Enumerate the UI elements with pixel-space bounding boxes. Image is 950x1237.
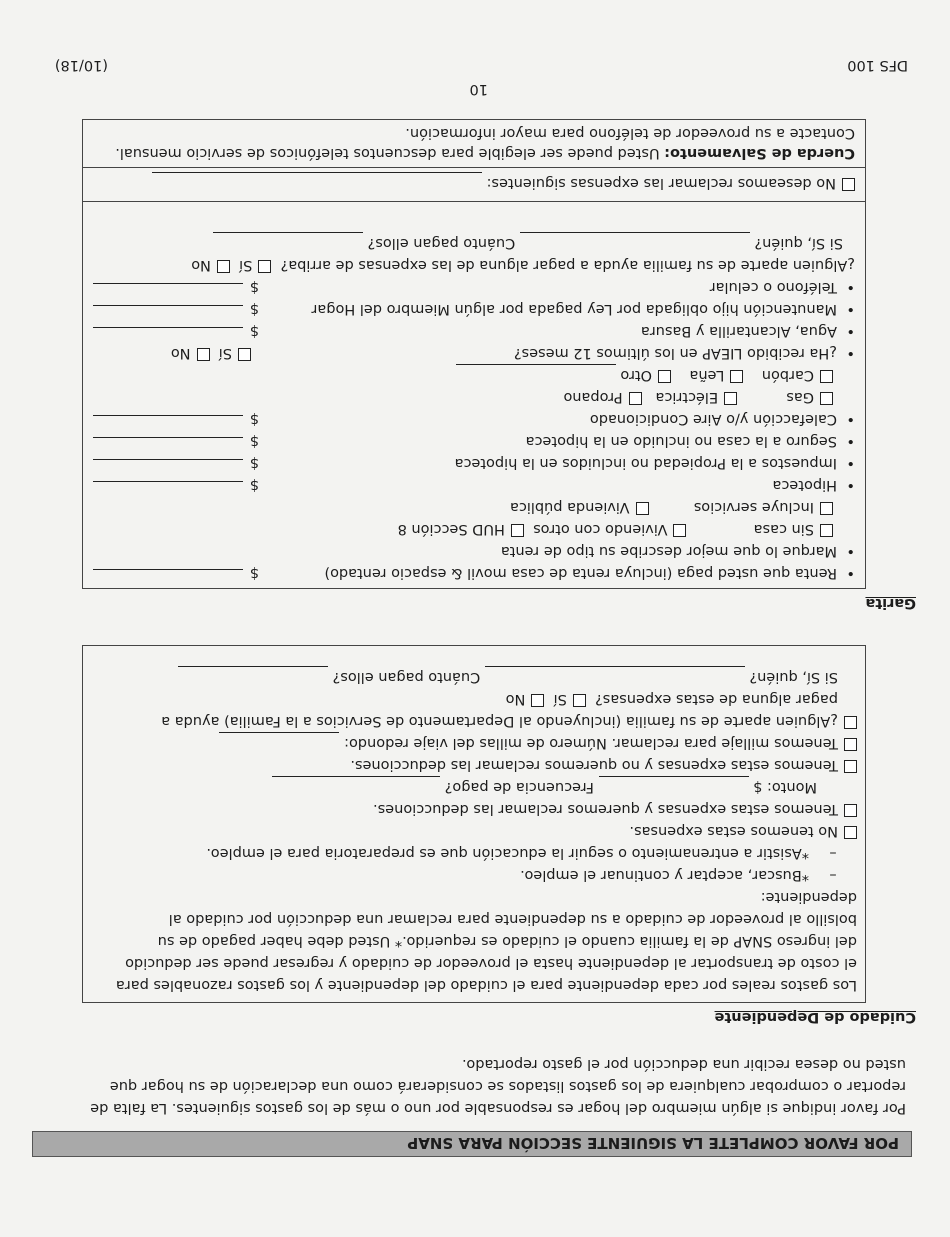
water-label: Agua, Alcantarilla y Basura (640, 323, 837, 339)
shelter-help-label: ¿Alguien aparte de su familia ayuda a pagar alguna de las expensas de arriba? (280, 257, 855, 273)
lifeline-contact: Contacte a su proveedor de teléfono para mayor información. (405, 125, 855, 141)
outside-help-no-checkbox[interactable] (531, 694, 544, 707)
heating-dollar: $ (249, 411, 259, 427)
water-field[interactable] (93, 327, 243, 342)
no-expenses-label: No tenemos estas expensas. (629, 823, 838, 839)
shelter-how-much-label: Cuánto pagan ellos? (367, 235, 516, 251)
other-fuel-field[interactable] (456, 364, 616, 379)
dependent-para-line: dependiente: (760, 889, 857, 905)
yes-label: Sí (553, 691, 567, 707)
who-field[interactable] (485, 666, 745, 681)
dependent-care-title: Cuidado de Dependiente (714, 1009, 916, 1025)
other-fuel-label: Otro (620, 367, 653, 383)
living-with-others-label: Viviendo con otros (533, 521, 668, 537)
no-expenses-checkbox[interactable] (844, 826, 857, 839)
page-number: 10 (469, 81, 488, 97)
mortgage-label: Hipoteca (772, 477, 837, 493)
frequency-field[interactable] (272, 776, 440, 791)
no-claim-shelter-checkbox[interactable] (842, 178, 855, 191)
electric-checkbox[interactable] (724, 392, 737, 405)
child-support-field[interactable] (93, 305, 243, 320)
gas-label: Gas (786, 389, 814, 405)
liheap-label: ¿Ha recibido LIEAP en los últimos 12 meses? (513, 345, 837, 361)
intro-line: Por favor indique si algún miembro del hogar es responsable por uno o más de los gastos siguientes. La falta de (90, 1100, 906, 1116)
liheap-no-checkbox[interactable] (197, 348, 210, 361)
phone-label: Teléfono o celular (709, 279, 837, 295)
liheap-yes-checkbox[interactable] (238, 348, 251, 361)
rent-type-label: Marque lo que mejor describe su tipo de renta (500, 543, 837, 559)
no-claim-shelter-field[interactable] (152, 172, 482, 187)
no-claim-shelter-label: No deseamos reclamar las expensas siguientes: (486, 175, 836, 191)
wood-checkbox[interactable] (730, 370, 743, 383)
homeless-checkbox[interactable] (820, 524, 833, 537)
snap-section-banner: POR FAVOR COMPLETE LA SIGUIENTE SECCIÓN PARA SNAP (32, 1131, 912, 1157)
child-support-label: Manutención hijo obligada por Ley pagada por algún Miembro del Hogar (311, 301, 837, 317)
public-housing-label: Vivienda pública (509, 499, 630, 515)
dependent-care-box: Los gastos reales por cada dependiente para el cuidado del dependiente y los gastos razonables para el costo de transportar al dependiente hasta el proveedor de cuidado y regresar puede ser deducido del ingreso SNAP de la familia cuando el cuidado es requerido.* Usted debe haber pagado de su bolsillo al proveedor de cuidado a su dependiente para reclamar una deducción por cuidado al dependiente: –*Buscar, aceptar y continuar el empleo. –*Asistir a entrenamiento o seguir la educación que es preparatoria para el empleo. No tenemos estas expensas. Tenemos estas expensas y queremos reclamar las deducciones. Monto: $ Frecuencia de pago? Tenemos estas expensas y no queremos reclamar las deducciones. Tenemos millaje para reclamar. Número de millas del viaje redondo: ¿Alguien aparte de su familia (incluyendo al Departamento de Servicios a la Familia) ayuda a pagar alguna de estas expensas? Sí No Si Sí, quién? Cuánto pagan ellos? (82, 645, 866, 1003)
includes-utilities-checkbox[interactable] (820, 502, 833, 515)
divider (83, 201, 865, 202)
outside-help-yes-checkbox[interactable] (573, 694, 586, 707)
coal-label: Carbón (761, 367, 814, 383)
no-label: No (505, 691, 526, 707)
insurance-label: Seguro a la casa no incluido en la hipoteca (525, 433, 837, 449)
gas-checkbox[interactable] (820, 392, 833, 405)
frequency-label: Frecuencia de pago? (444, 779, 594, 795)
property-tax-label: Impuestos a la Propiedad no incluidos en la hipoteca (454, 455, 837, 471)
amount-label: Monto: $ (753, 779, 817, 795)
mortgage-dollar: $ (249, 477, 259, 493)
heating-label: Calefacción y/o Aire Condicionado (589, 411, 837, 427)
how-much-label: Cuánto pagan ellos? (332, 669, 481, 685)
reason-job: *Buscar, aceptar y continuar el empleo. (520, 867, 809, 883)
mileage-checkbox[interactable] (844, 738, 857, 751)
phone-field[interactable] (93, 283, 243, 298)
rent-dollar: $ (249, 565, 259, 581)
shelter-who-label: Si Sí, quién? (754, 235, 843, 251)
wood-label: Leña (689, 367, 725, 383)
rent-field[interactable] (93, 569, 243, 584)
shelter-title: Garita (865, 595, 916, 611)
other-fuel-checkbox[interactable] (658, 370, 671, 383)
mortgage-field[interactable] (93, 481, 243, 496)
how-much-field[interactable] (178, 666, 328, 681)
lifeline-title: Cuerda de Salvamento: (664, 145, 855, 161)
shelter-box: •Renta que usted paga (incluya renta de casa movil & espacio rentado) $ •Marque lo que mejor describe su tipo de renta Sin casa Viviendo con otros HUD Sección 8 Incluye servicios Vivienda pública •Hipoteca $ •Impuestos a la Propiedad no incluidos en la hipoteca $ •Seguro a la casa no incluido en la hipoteca $ •Calefacción y/o Aire Condicionado $ Gas Eléctrica Propano Carbón Leña Otro •¿Ha recibido LIEAP en los últimos 12 meses? Sí No •Agua, Alcantarilla y Basura $ •Manutención hijo obligada por Ley pagada por algún Miembro del Hogar $ •Teléfono o celular $ ¿Alguien aparte de su familia ayuda a pagar alguna de las expensas de arriba? Sí No Si Sí, quién? Cuánto pagan ellos? No deseamos reclamar las expensas siguientes: Cuerda de Salvamento: Usted puede ser elegible para descuentos telefónicos de servicio mensual. Contacte a su proveedor de teléfono para mayor información. (82, 119, 866, 589)
yes-label: Sí (218, 345, 232, 361)
phone-dollar: $ (249, 279, 259, 295)
intro-line: reportar o comprobar cualquiera de los gastos listados se considerará como una declaración de su hogar que (109, 1078, 906, 1094)
public-housing-checkbox[interactable] (636, 502, 649, 515)
property-tax-dollar: $ (249, 455, 259, 471)
shelter-how-much-field[interactable] (213, 232, 363, 247)
outside-help-checkbox[interactable] (844, 716, 857, 729)
heating-field[interactable] (93, 415, 243, 430)
water-dollar: $ (249, 323, 259, 339)
hud-checkbox[interactable] (511, 524, 524, 537)
no-claim-label: Tenemos estas expensas y no queremos reclamar las deducciones. (350, 757, 838, 773)
reason-training: *Asistir a entrenamiento o seguir la educación que es preparatoria para el empleo. (206, 845, 809, 861)
child-support-dollar: $ (249, 301, 259, 317)
intro-paragraph (36, 1053, 906, 1119)
shelter-help-yes-checkbox[interactable] (258, 260, 271, 273)
who-label: Si Sí, quién? (749, 669, 838, 685)
no-label: No (191, 257, 211, 273)
living-with-others-checkbox[interactable] (673, 524, 686, 537)
dependent-para-line: del ingreso SNAP de la familia cuando el cuidado es requerido.* Usted debe haber pagado de su (157, 933, 857, 949)
amount-field[interactable] (599, 776, 749, 791)
rent-label: Renta que usted paga (incluya renta de casa movil & espacio rentado) (324, 565, 837, 581)
includes-utilities-label: Incluye servicios (693, 499, 814, 515)
dependent-para-line: bolsillo al proveedor de cuidado a su dependiente para reclamar una deducción por cuidado al (168, 911, 857, 927)
mileage-label: Tenemos millaje para reclamar. Número de millas del viaje redondo: (344, 735, 838, 751)
yes-label: Sí (239, 257, 253, 273)
homeless-label: Sin casa (753, 521, 814, 537)
coal-checkbox[interactable] (820, 370, 833, 383)
outside-help-label-2: pagar alguna de estas expensas? (595, 691, 838, 707)
shelter-who-field[interactable] (520, 232, 750, 247)
no-label: No (170, 345, 191, 361)
intro-line: usted no desea recibir una deducción por el gasto reportado. (462, 1056, 906, 1072)
outside-help-label: ¿Alguien aparte de su familia (incluyendo al Departamento de Servicios a la Familia) ayuda a (161, 713, 838, 729)
dependent-para-line: Los gastos reales por cada dependiente para el cuidado del dependiente y los gastos razonables para (115, 977, 857, 993)
revision-date: (10/18) (54, 57, 108, 73)
claim-deductions-label: Tenemos estas expensas y queremos reclamar las deducciones. (373, 801, 838, 817)
property-tax-field[interactable] (93, 459, 243, 474)
electric-label: Eléctrica (655, 389, 719, 405)
lifeline-text: Usted puede ser elegible para descuentos telefónicos de servicio mensual. (115, 145, 665, 161)
claim-deductions-checkbox[interactable] (844, 804, 857, 817)
form-number: DFS 100 (847, 57, 908, 73)
propane-checkbox[interactable] (629, 392, 642, 405)
propane-label: Propano (563, 389, 623, 405)
hud-label: HUD Sección 8 (397, 521, 505, 537)
insurance-field[interactable] (93, 437, 243, 452)
no-claim-checkbox[interactable] (844, 760, 857, 773)
mileage-field[interactable] (219, 732, 339, 747)
divider (83, 167, 865, 168)
insurance-dollar: $ (249, 433, 259, 449)
dependent-para-line: el costo de transportar al dependiente hasta el proveedor de cuidado y regresar puede ser deducido (125, 955, 857, 971)
shelter-help-no-checkbox[interactable] (217, 260, 230, 273)
